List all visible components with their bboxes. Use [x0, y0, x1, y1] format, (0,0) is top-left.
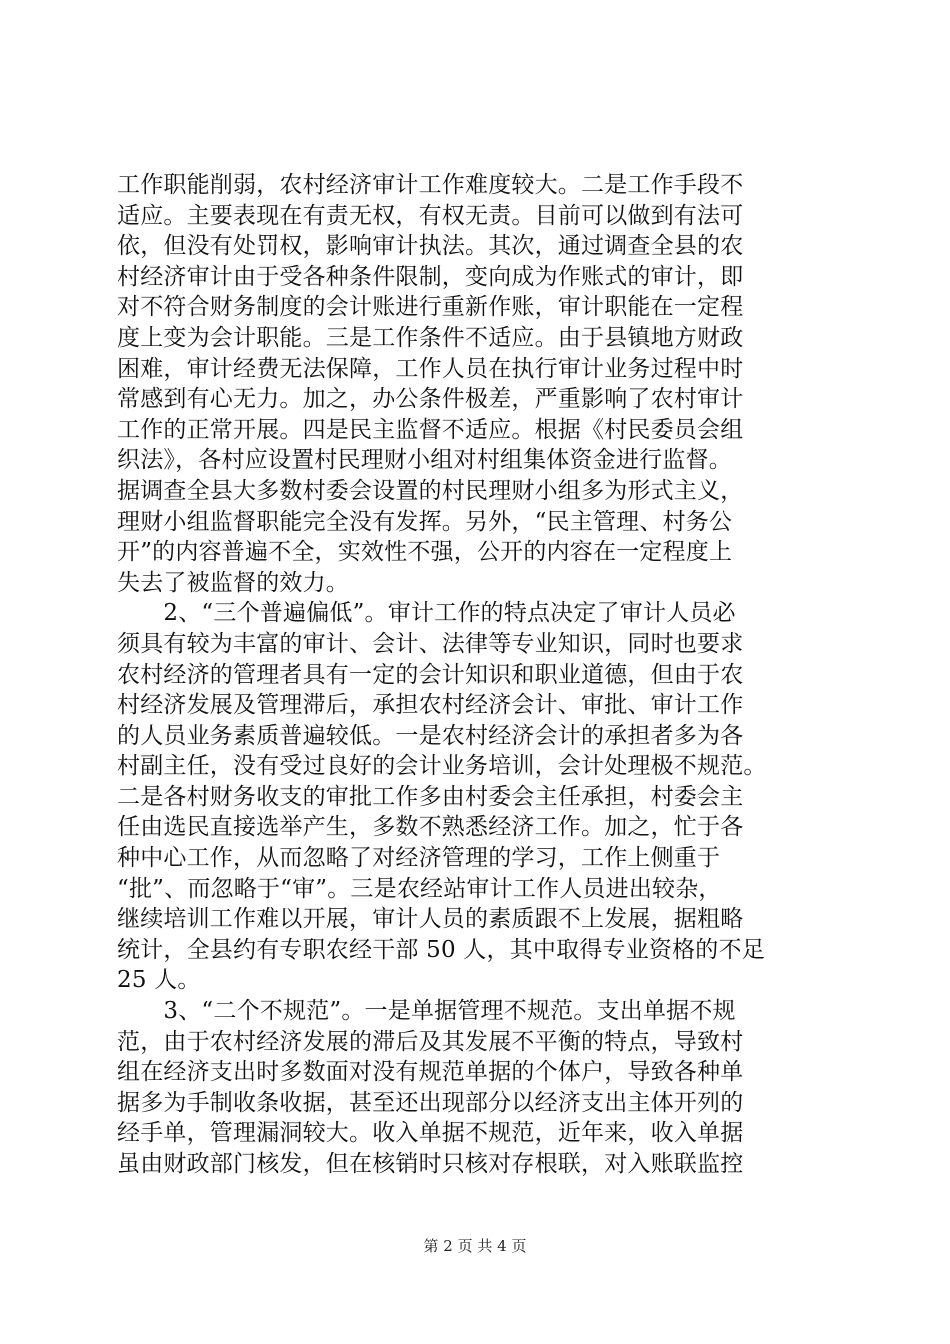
page-number-label: 第 2 页 共 4 页 [423, 1237, 527, 1255]
text-line: 理财小组监督职能完全没有发挥。另外，“民主管理、村务公 [117, 508, 733, 535]
text-line: 须具有较为丰富的审计、会计、法律等专业知识，同时也要求 [117, 630, 744, 657]
text-line: 工作的正常开展。四是民主监督不适应。根据《村民委员会组 [117, 416, 744, 443]
text-line: 村经济审计由于受各种条件限制，变向成为作账式的审计，即 [117, 263, 744, 290]
text-line: 经手单，管理漏洞较大。收入单据不规范，近年来，收入单据 [117, 1120, 744, 1147]
text-line: 适应。主要表现在有责无权，有权无责。目前可以做到有法可 [117, 202, 744, 229]
text-line: 据调查全县大多数村委会设置的村民理财小组多为形式主义， [117, 477, 744, 504]
text-line: 任由选民直接选举产生，多数不熟悉经济工作。加之，忙于各 [117, 814, 744, 841]
page-footer [0, 1236, 950, 1256]
text-line: 工作职能削弱，农村经济审计工作难度较大。二是工作手段不 [117, 172, 744, 198]
paragraph-start-line: 2、“三个普遍偏低”。审计工作的特点决定了审计人员必 [117, 600, 736, 627]
text-line: 二是各村财务收支的审批工作多由村委会主任承担，村委会主 [117, 783, 744, 810]
text-line: 开”的内容普遍不全，实效性不强，公开的内容在一定程度上 [117, 539, 733, 566]
text-line: 常感到有心无力。加之，办公条件极差，严重影响了农村审计 [117, 386, 744, 413]
text-line: 虽由财政部门核发，但在核销时只核对存根联，对入账联监控 [117, 1151, 744, 1177]
text-line: 困难，审计经费无法保障，工作人员在执行审计业务过程中时 [117, 355, 744, 382]
text-line: 失去了被监督的效力。 [117, 569, 349, 596]
text-line: 对不符合财务制度的会计账进行重新作账，审计职能在一定程 [117, 294, 744, 321]
text-line: 据多为手制收条收据，甚至还出现部分以经济支出主体开列的 [117, 1089, 744, 1116]
text-line: 继续培训工作难以开展，审计人员的素质跟不上发展，据粗略 [117, 906, 744, 933]
text-line: 度上变为会计职能。三是工作条件不适应。由于县镇地方财政 [117, 324, 744, 351]
text-line: 范，由于农村经济发展的滞后及其发展不平衡的特点，导致村 [117, 1028, 744, 1055]
text-line: 统计，全县约有专职农经干部 50 人，其中取得专业资格的不足 [117, 936, 765, 963]
text-line: 的人员业务素质普遍较低。一是农村经济会计的承担者多为各 [117, 722, 744, 749]
text-line: 组在经济支出时多数面对没有规范单据的个体户，导致各种单 [117, 1059, 744, 1086]
text-line: 25 人。 [117, 967, 201, 994]
text-line: 依，但没有处罚权，影响审计执法。其次，通过调查全县的农 [117, 233, 744, 260]
text-line: 村副主任，没有受过良好的会计业务培训，会计处理极不规范。 [117, 753, 767, 780]
text-line: 织法》，各村应设置村民理财小组对村组集体资金进行监督。 [117, 447, 732, 474]
text-line: 农村经济的管理者具有一定的会计知识和职业道德，但由于农 [117, 661, 744, 688]
text-line: 种中心工作，从而忽略了对经济管理的学习，工作上侧重于 [117, 845, 721, 872]
text-line: “批”、而忽略于“审”。三是农经站审计工作人员进出较杂， [117, 875, 722, 902]
body-text [117, 170, 837, 1180]
text-line: 村经济发展及管理滞后，承担农村经济会计、审批、审计工作 [117, 692, 744, 719]
paragraph-start-line: 3、“二个不规范”。一是单据管理不规范。支出单据不规 [117, 998, 736, 1025]
